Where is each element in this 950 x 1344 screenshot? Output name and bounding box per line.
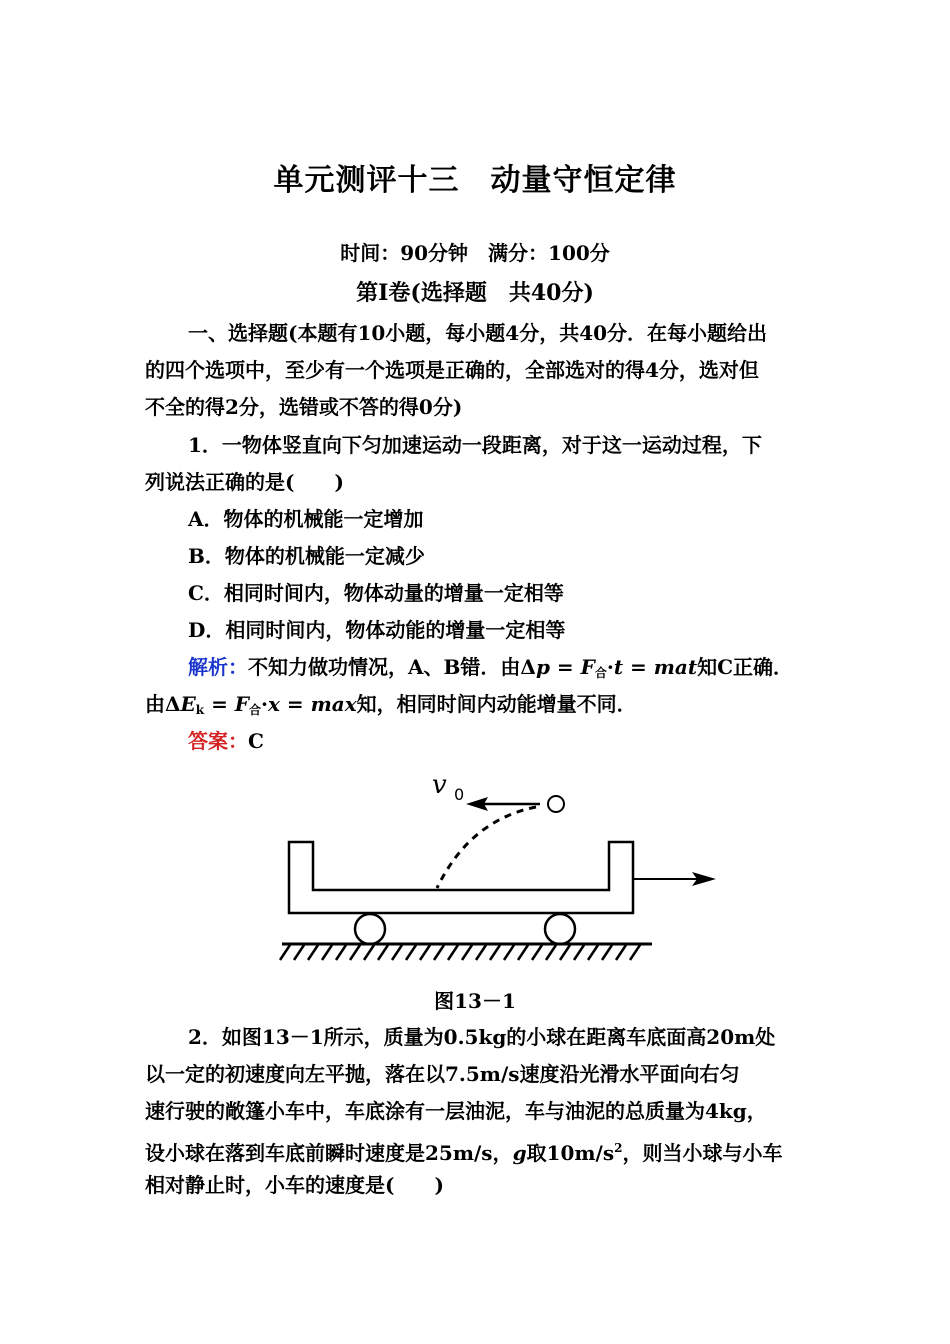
hatch-mark <box>378 945 388 960</box>
cart-body <box>289 842 633 913</box>
q2-line-2: 以一定的初速度向左平抛，落在以7.5m/s速度沿光滑水平面向右匀 <box>145 1062 740 1086</box>
hatch-mark <box>574 945 584 960</box>
hatch-mark <box>476 945 486 960</box>
analysis-text: 由Δ <box>145 692 181 716</box>
hatch-mark <box>532 945 542 960</box>
hatch-mark <box>546 945 556 960</box>
hatch-mark <box>616 945 626 960</box>
hatch-mark <box>434 945 444 960</box>
q1-option-b: B．物体的机械能一定减少 <box>188 544 425 568</box>
analysis-F: F <box>580 655 595 679</box>
ball <box>548 796 564 812</box>
hatch-mark <box>406 945 416 960</box>
analysis-k: k <box>195 703 205 717</box>
analysis-eq: = <box>549 655 581 679</box>
instructions-line-1: 一、选择题(本题有10小题，每小题4分，共40分．在每小题给出 <box>188 321 768 345</box>
answer-value: C <box>248 729 264 753</box>
analysis-p: p <box>535 655 550 679</box>
analysis-max: max <box>310 692 357 716</box>
hatch-mark <box>504 945 514 960</box>
q2-text: 取10m/s <box>526 1141 615 1165</box>
hatch-mark <box>560 945 570 960</box>
time-info: 时间：90分钟 满分：100分 <box>340 241 610 265</box>
instructions-line-2: 的四个选项中，至少有一个选项是正确的，全部选对的得4分，选对但 <box>145 358 759 382</box>
hatch-mark <box>448 945 458 960</box>
analysis-t: t <box>613 655 624 679</box>
hatch-mark <box>280 945 290 960</box>
cart-wheel-right <box>545 914 575 944</box>
q2-line-4 <box>145 1133 782 1168</box>
analysis-eq: = <box>623 655 654 679</box>
hatch-mark <box>588 945 598 960</box>
hatch-mark <box>462 945 472 960</box>
q2-line-1: 2．如图13－1所示，质量为0.5kg的小球在距离车底面高20m处 <box>188 1025 776 1049</box>
analysis-dot: · <box>606 655 614 679</box>
analysis-text: 知，相同时间内动能增量不同． <box>356 692 637 716</box>
ground-hatching <box>280 945 640 960</box>
analysis-he: 合 <box>594 666 607 680</box>
section-heading: 第Ⅰ卷(选择题 共40分) <box>356 280 594 306</box>
q1-stem-line-2: 列说法正确的是( ) <box>145 470 344 494</box>
instructions-line-3: 不全的得2分，选错或不答的得0分) <box>145 395 463 419</box>
analysis-F: F <box>234 692 249 716</box>
hatch-mark <box>518 945 528 960</box>
q2-text: 设小球在落到车底前瞬时速度是25m/s， <box>145 1141 513 1165</box>
analysis-dot: · <box>261 692 268 716</box>
cart-wheel-left <box>355 914 385 944</box>
analysis-E: E <box>180 692 196 716</box>
q1-stem-line-1: 1．一物体竖直向下匀加速运动一段距离，对于这一运动过程，下 <box>188 433 762 457</box>
analysis-x: x <box>267 692 280 716</box>
q1-option-c: C．相同时间内，物体动量的增量一定相等 <box>188 581 564 605</box>
hatch-mark <box>350 945 360 960</box>
analysis-text: 不知力做功情况，A、B错．由Δ <box>248 655 536 679</box>
q2-line-3: 速行驶的敞篷小车中，车底涂有一层油泥，车与油泥的总质量为4kg， <box>145 1099 767 1123</box>
analysis-eq: = <box>279 692 311 716</box>
hatch-mark <box>294 945 304 960</box>
analysis-mat: mat <box>653 655 698 679</box>
hatch-mark <box>322 945 332 960</box>
q2-text: ，则当小球与小车 <box>622 1141 783 1165</box>
hatch-mark <box>602 945 612 960</box>
analysis-he: 合 <box>249 703 262 717</box>
figure-caption: 图13－1 <box>434 989 516 1013</box>
v0-subscript: 0 <box>454 785 465 804</box>
hatch-mark <box>420 945 430 960</box>
trajectory <box>437 807 536 888</box>
hatch-mark <box>364 945 374 960</box>
hatch-mark <box>490 945 500 960</box>
analysis-eq: = <box>204 692 235 716</box>
q2-line-5: 相对静止时，小车的速度是( ) <box>145 1173 444 1197</box>
analysis-text: 知C正确． <box>697 655 794 679</box>
page-title: 单元测评十三 动量守恒定律 <box>273 163 677 198</box>
answer-label: 答案： <box>188 729 248 753</box>
hatch-mark <box>308 945 318 960</box>
v0-label: v <box>432 770 447 800</box>
q1-option-d: D．相同时间内，物体动能的增量一定相等 <box>188 618 566 642</box>
hatch-mark <box>336 945 346 960</box>
hatch-mark <box>630 945 640 960</box>
hatch-mark <box>392 945 402 960</box>
q2-sup: 2 <box>614 1141 623 1155</box>
q1-option-a: A．物体的机械能一定增加 <box>188 507 424 531</box>
analysis-label: 解析： <box>188 655 248 679</box>
q2-g: g <box>512 1141 527 1165</box>
